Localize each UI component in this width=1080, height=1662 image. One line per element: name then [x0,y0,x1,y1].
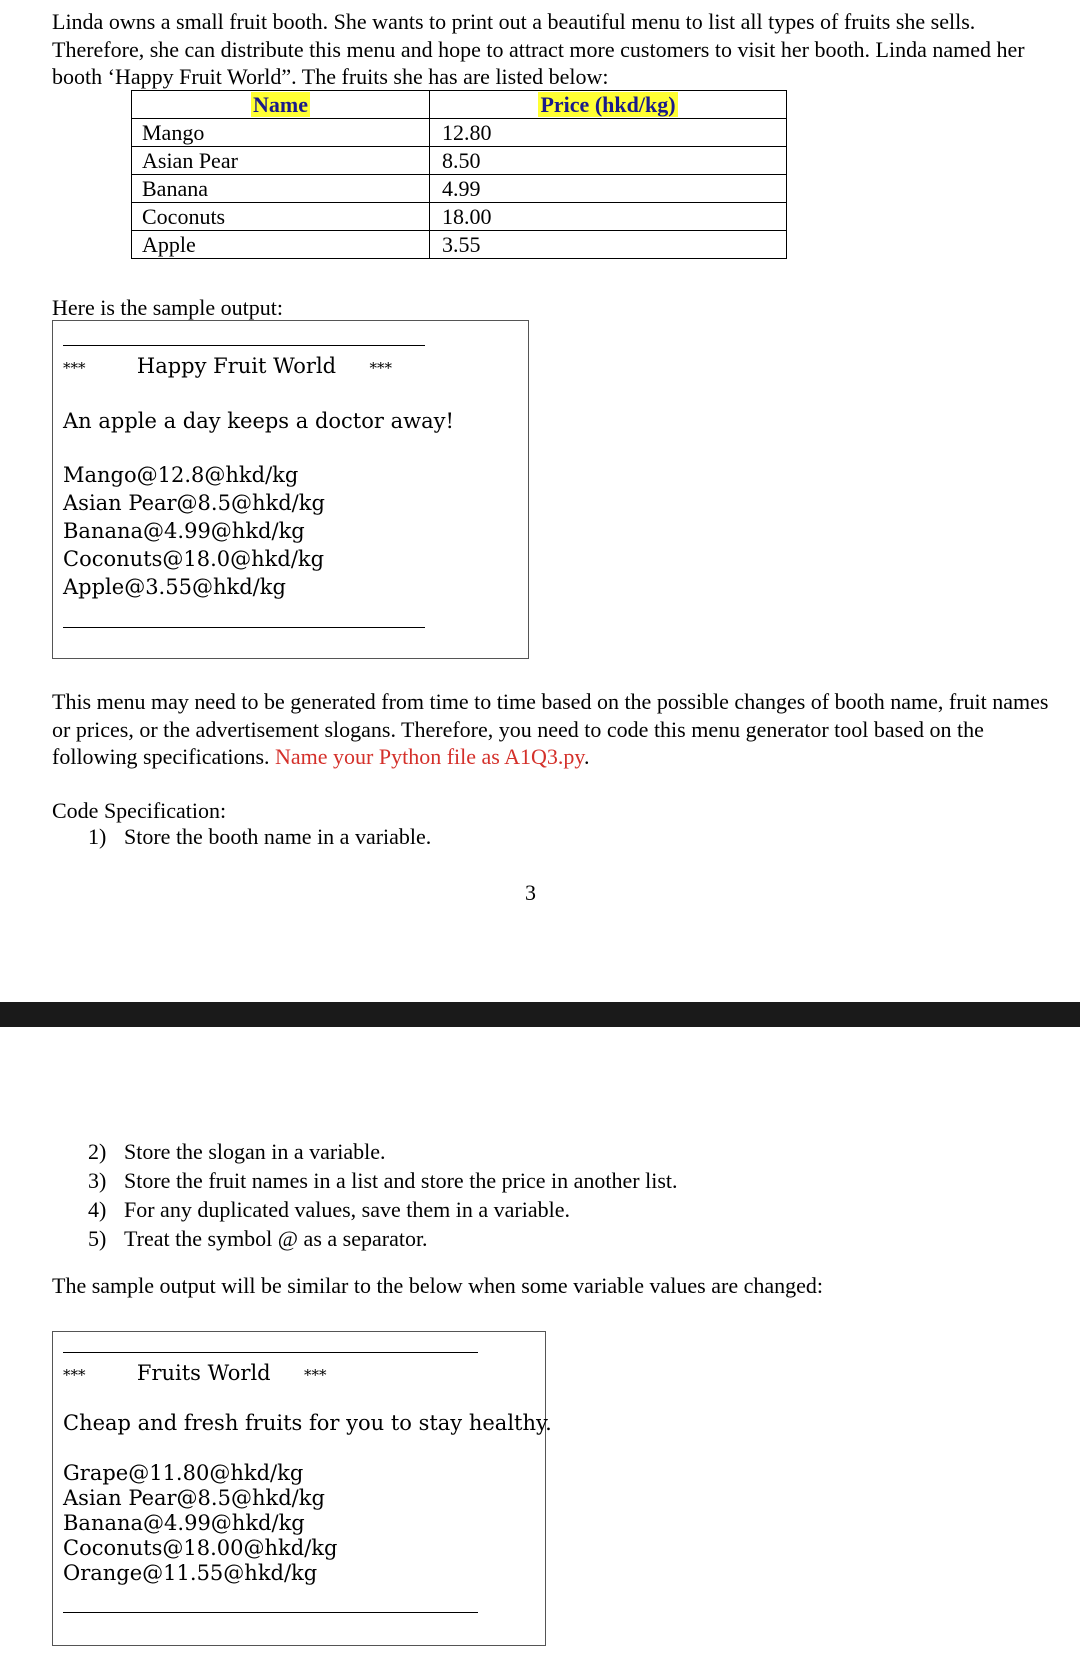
menu-item: Coconuts@18.00@hkd/kg [63,1536,338,1560]
booth-name: Happy Fruit World [136,354,337,378]
intro-paragraph: Linda owns a small fruit booth. She wants to print out a beautiful menu to list all types of fruits she sells. Therefore, she can distribute this menu and hope to attract more customers to visit her booth. Linda named her booth ‘Happy Fruit World”. The fruits she has are listed below: [52,9,1025,89]
menu-item: Coconuts@18.0@hkd/kg [63,547,325,571]
sample-output-box-2 [52,1331,552,1646]
code-specification-title: Code Specification: [52,798,227,823]
stars-left: *** [63,359,86,377]
page-separator [0,1002,1080,1027]
table-header-row [132,91,787,119]
fruit-price-cell: 3.55 [430,231,787,259]
column-header-price: Price (hkd/kg) [430,91,787,119]
column-header-name: Name [132,91,430,119]
menu-item: Banana@4.99@hkd/kg [63,1511,305,1535]
table-row [132,119,787,147]
menu-item: Grape@11.80@hkd/kg [63,1461,304,1485]
booth-name: Fruits World [136,1361,271,1385]
sample-output-label-2: The sample output will be similar to the below when some variable values are changed: [52,1273,823,1298]
fruit-price-cell: 4.99 [430,175,787,203]
page-number: 3 [525,880,536,905]
document-page-2 [0,1027,1080,1662]
spec-item: 3) Store the fruit names in a list and store the price in another list. [88,1168,678,1193]
menu-item: Banana@4.99@hkd/kg [63,519,305,543]
bottom-divider [63,627,425,628]
fruit-name-cell: Apple [132,231,430,259]
table-row [132,175,787,203]
sample-output-label: Here is the sample output: [52,295,283,320]
menu-item: Asian Pear@8.5@hkd/kg [63,491,325,515]
top-divider [63,345,425,346]
menu-header [63,354,392,378]
fruit-name-cell: Mango [132,119,430,147]
menu-header [63,1361,327,1385]
top-divider [63,1352,478,1353]
stars-left: *** [63,1366,86,1384]
slogan-text: An apple a day keeps a doctor away! [63,409,454,433]
filename-instruction: Name your Python file as A1Q3.py [275,744,584,769]
fruit-name-cell: Asian Pear [132,147,430,175]
specification-intro-paragraph: This menu may need to be generated from time to time based on the possible changes of booth name, fruit names or prices, or the advertisement slogans. Therefore, you need to code this menu generator tool based on the following specifications. Name your Python file as A1Q3.py. [52,689,1049,769]
spec-item: 4) For any duplicated values, save them in a variable. [88,1197,570,1222]
fruit-name-cell: Banana [132,175,430,203]
fruit-name-cell: Coconuts [132,203,430,231]
bottom-divider [63,1612,478,1613]
slogan-text: Cheap and fresh fruits for you to stay healthy. [63,1411,552,1435]
menu-item: Apple@3.55@hkd/kg [63,575,286,599]
stars-right: *** [369,359,392,377]
table-row [132,147,787,175]
menu-item: Asian Pear@8.5@hkd/kg [63,1486,325,1510]
menu-item: Orange@11.55@hkd/kg [63,1561,318,1585]
fruit-price-cell: 12.80 [430,119,787,147]
spec-item: 5) Treat the symbol @ as a separator. [88,1226,428,1251]
spec-item: 1) Store the booth name in a variable. [88,824,432,849]
stars-right: *** [304,1366,327,1384]
menu-item: Mango@12.8@hkd/kg [63,463,299,487]
fruit-price-table [131,90,787,259]
fruit-price-cell: 18.00 [430,203,787,231]
table-row [132,231,787,259]
sample-output-box-1 [52,320,529,659]
table-row [132,203,787,231]
fruit-price-cell: 8.50 [430,147,787,175]
spec-item: 2) Store the slogan in a variable. [88,1139,386,1164]
